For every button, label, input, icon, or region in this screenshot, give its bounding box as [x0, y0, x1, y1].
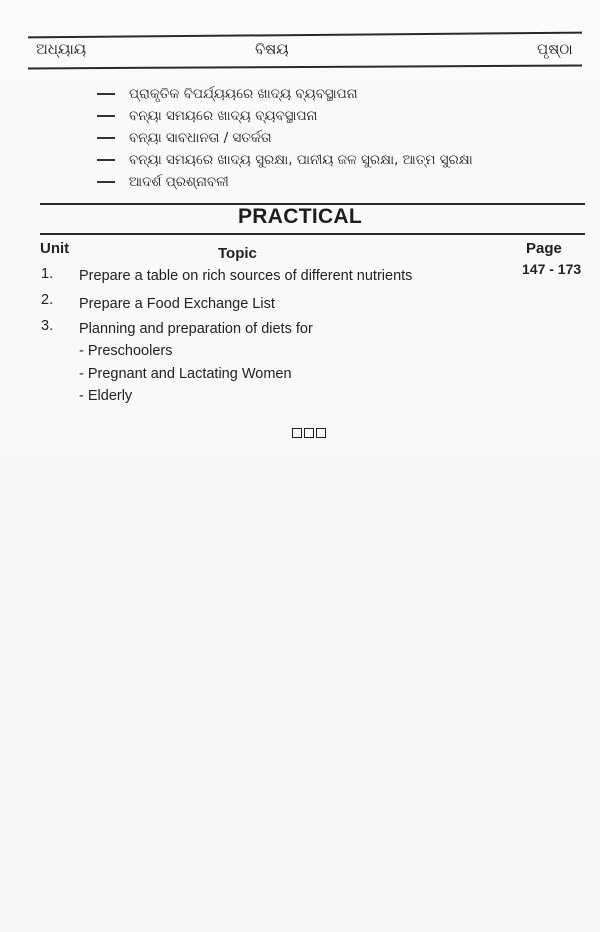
- page-range: 147 - 173: [522, 261, 582, 277]
- section-rule-bottom: [40, 233, 585, 235]
- dash-icon: [97, 159, 115, 161]
- unit-number: 2.: [41, 292, 54, 308]
- list-item: [97, 105, 473, 127]
- unit-number: 1.: [41, 266, 54, 282]
- dash-icon: [97, 137, 115, 139]
- list-item-text: ପ୍ରାକୃତିକ ବିପର୍ଯ୍ୟୟରେ ଖାଦ୍ୟ ବ୍ୟବସ୍ଥାପନା: [129, 86, 358, 102]
- top-rule: [28, 32, 582, 38]
- odia-topic-list: [97, 83, 473, 193]
- header-chapter: ଅଧ୍ୟାୟ: [36, 40, 87, 58]
- header-page: ପୃଷ୍ଠା: [537, 40, 573, 58]
- unit-topic: Prepare a table on rich sources of different nutrients: [79, 268, 413, 284]
- sub-topic: - Elderly: [79, 388, 133, 404]
- square-icon: [304, 428, 314, 438]
- page-column-head: Page: [526, 240, 562, 257]
- dash-icon: [97, 115, 115, 117]
- list-item: [97, 171, 473, 193]
- square-icon: [316, 428, 326, 438]
- list-item-text: ବନ୍ୟା ସମୟରେ ଖାଦ୍ୟ ବ୍ୟବସ୍ଥାପନା: [129, 108, 318, 124]
- dash-icon: [97, 93, 115, 95]
- topic-column-head: Topic: [218, 245, 257, 262]
- list-item-text: ଆଦର୍ଶ ପ୍ରଶ୍ନାବଳୀ: [129, 174, 229, 190]
- unit-topic: Planning and preparation of diets for: [79, 321, 313, 337]
- sub-topic: - Pregnant and Lactating Women: [79, 366, 292, 382]
- header-rule: [28, 65, 582, 69]
- section-title: PRACTICAL: [237, 205, 363, 228]
- square-icon: [292, 428, 302, 438]
- list-item-text: ବନ୍ୟା ସମୟରେ ଖାଦ୍ୟ ସୁରକ୍ଷା, ପାନୀୟ ଜଳ ସୁରକ୍ଷା, ଆତ୍ମ ସୁରକ୍ଷା: [129, 152, 473, 168]
- list-item: [97, 127, 473, 149]
- dash-icon: [97, 181, 115, 183]
- unit-topic: Prepare a Food Exchange List: [79, 296, 275, 312]
- unit-column-head: Unit: [40, 240, 70, 257]
- header-subject: ବିଷୟ: [255, 40, 289, 58]
- list-item-text: ବନ୍ୟା ସାବଧାନତା / ସତର୍କତା: [129, 130, 272, 146]
- end-mark-icon: [292, 428, 326, 438]
- unit-number: 3.: [41, 318, 54, 334]
- list-item: [97, 149, 473, 171]
- sub-topic: - Preschoolers: [79, 343, 173, 359]
- list-item: [97, 83, 473, 105]
